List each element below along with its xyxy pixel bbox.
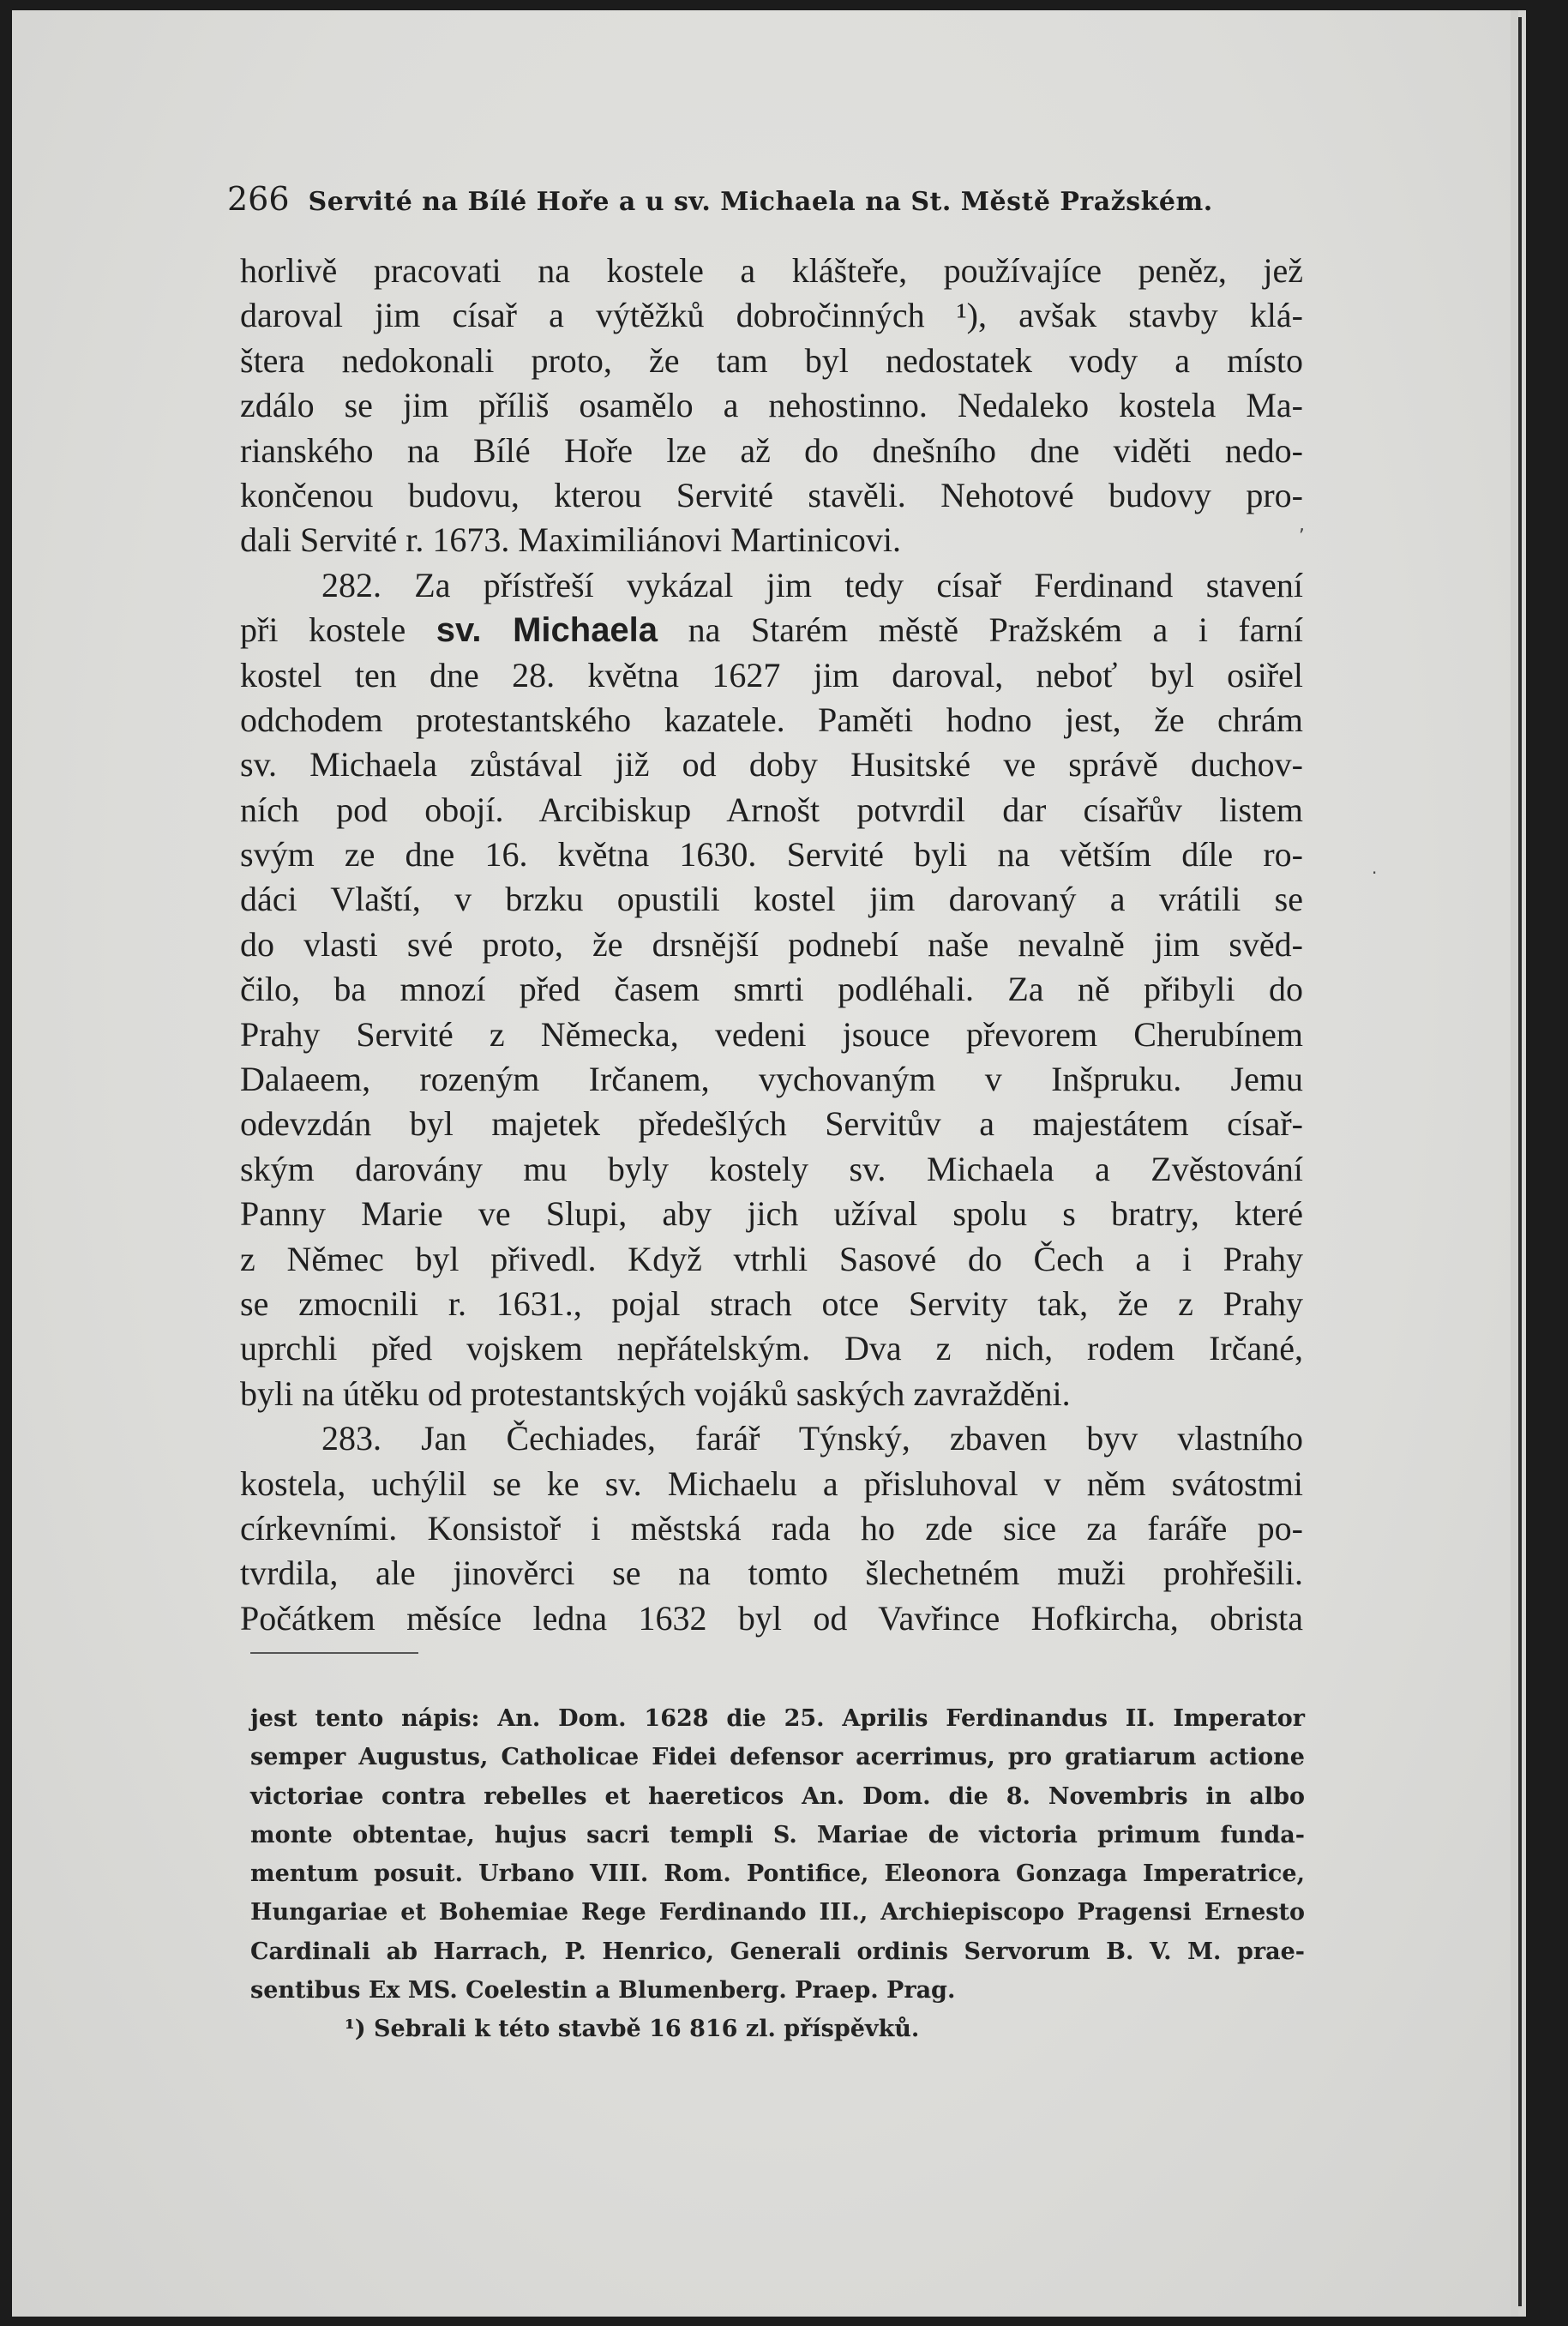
footnote-line: mentum posuit. Urbano VIII. Rom. Pontifice, Eleonora Gonzaga Imperatrice, xyxy=(250,1860,1305,1888)
emphasis-after: na Starém městě Pražském a i farní xyxy=(658,610,1303,650)
footnote-line: sentibus Ex MS. Coelestin a Blumenberg. Praep. Prag. xyxy=(250,1977,956,2004)
text-line: církevními. Konsistoř i městská rada ho zde sice za faráře po- xyxy=(240,1508,1303,1548)
text-line: dáci Vlaští, v brzku opustili kostel jim darovaný a vrátili se xyxy=(240,880,1303,919)
footnote-line: semper Augustus, Catholicae Fidei defensor acerrimus, pro gratiarum actione xyxy=(250,1744,1305,1771)
binding-edge-line xyxy=(1518,17,1522,2306)
footnote-rule xyxy=(250,1652,418,1654)
paragraph-start-line: 282. Za přístřeší vykázal jim tedy císař Ferdinand stavení xyxy=(321,565,1303,604)
text-line: čilo, ba mnozí před časem smrti podléhali. Za ně přibyli do xyxy=(240,970,1303,1009)
margin-mark: , xyxy=(1299,514,1305,536)
text-line-with-emphasis xyxy=(240,608,1303,652)
text-line: zdálo se jim příliš osamělo a nehostinno. Nedaleko kostela Ma- xyxy=(240,386,1303,425)
emphasis-before: při kostele xyxy=(240,610,436,650)
text-line: odevzdán byl majetek předešlých Servitův a majestátem císař- xyxy=(240,1104,1303,1144)
margin-mark: . xyxy=(1372,857,1378,878)
text-line: odchodem protestantského kazatele. Paměti hodno jest, že chrám xyxy=(240,700,1303,739)
page-number: 266 xyxy=(227,180,290,218)
emphasis-word: sv. Michaela xyxy=(436,611,658,650)
text-line: se zmocnili r. 1631., pojal strach otce Servity tak, že z Prahy xyxy=(240,1283,1303,1323)
footnote-line: victoriae contra rebelles et haereticos An. Dom. die 8. Novembris in albo xyxy=(250,1782,1305,1810)
running-header xyxy=(227,180,1342,218)
text-line: byli na útěku od protestantských vojáků saských zavražděni. xyxy=(240,1373,1071,1413)
footnotes xyxy=(250,1699,1305,2049)
text-line: rianského na Bílé Hoře lze až do dnešního dne viděti nedo- xyxy=(240,430,1303,470)
text-line: Počátkem měsíce ledna 1632 byl od Vavřince Hofkircha, obrista xyxy=(240,1598,1303,1638)
text-line: Dalaeem, rozeným Irčanem, vychovaným v Inšpruku. Jemu xyxy=(240,1060,1303,1099)
text-line: uprchli před vojskem nepřátelským. Dva z nich, rodem Irčané, xyxy=(240,1329,1303,1368)
text-line: končenou budovu, kterou Servité stavěli. Nehotové budovy pro- xyxy=(240,475,1303,514)
text-line: ních pod obojí. Arcibiskup Arnošt potvrdil dar císařův listem xyxy=(240,790,1303,829)
footnote-line: ¹) Sebrali k této stavbě 16 816 zl. příspěvků. xyxy=(345,2016,920,2043)
text-line: dali Servité r. 1673. Maximiliánovi Martinicovi. xyxy=(240,520,901,560)
text-line: štera nedokonali proto, že tam byl nedostatek vody a místo xyxy=(240,340,1303,380)
text-line: daroval jim císař a výtěžků dobročinných ¹), avšak stavby klá- xyxy=(240,296,1303,335)
text-line: ským darovány mu byly kostely sv. Michaela a Zvěstování xyxy=(240,1149,1303,1188)
text-line: kostel ten dne 28. května 1627 jim daroval, neboť byl osiřel xyxy=(240,655,1303,694)
footnote-line: monte obtentae, hujus sacri templi S. Mariae de victoria primum funda- xyxy=(250,1821,1305,1848)
text-line: horlivě pracovati na kostele a klášteře, používajíce peněz, jež xyxy=(240,251,1303,290)
footnote-line: jest tento nápis: An. Dom. 1628 die 25. Aprilis Ferdinandus II. Imperator xyxy=(250,1705,1305,1732)
running-title: Servité na Bílé Hoře a u sv. Michaela na St. Městě Pražském. xyxy=(308,187,1213,217)
text-line: Prahy Servité z Německa, vedeni jsouce převorem Cherubínem xyxy=(240,1014,1303,1054)
text-line: sv. Michaela zůstával již od doby Husitské ve správě duchov- xyxy=(240,745,1303,784)
text-line: do vlasti své proto, že drsnější podnebí naše nevalně jim svěd- xyxy=(240,924,1303,964)
footnote-line: Cardinali ab Harrach, P. Henrico, Generali ordinis Servorum B. V. M. prae- xyxy=(250,1938,1305,1965)
text-line: svým ze dne 16. května 1630. Servité byli na větším díle ro- xyxy=(240,835,1303,875)
main-text xyxy=(240,249,1303,1641)
text-line: tvrdila, ale jinověrci se na tomto šlechetném muži prohřešili. xyxy=(240,1554,1303,1593)
paragraph-start-line: 283. Jan Čechiades, farář Týnský, zbaven byv vlastního xyxy=(321,1419,1303,1458)
text-line: kostela, uchýlil se ke sv. Michaelu a přisluhoval v něm svátostmi xyxy=(240,1464,1303,1503)
footnote-line: Hungariae et Bohemiae Rege Ferdinando III., Archiepiscopo Pragensi Ernesto xyxy=(250,1899,1305,1926)
text-line: z Němec byl přivedl. Když vtrhli Sasové do Čech a i Prahy xyxy=(240,1239,1303,1278)
page-edge xyxy=(1511,10,1518,2317)
text-line: Panny Marie ve Slupi, aby jich užíval spolu s bratry, které xyxy=(240,1194,1303,1234)
